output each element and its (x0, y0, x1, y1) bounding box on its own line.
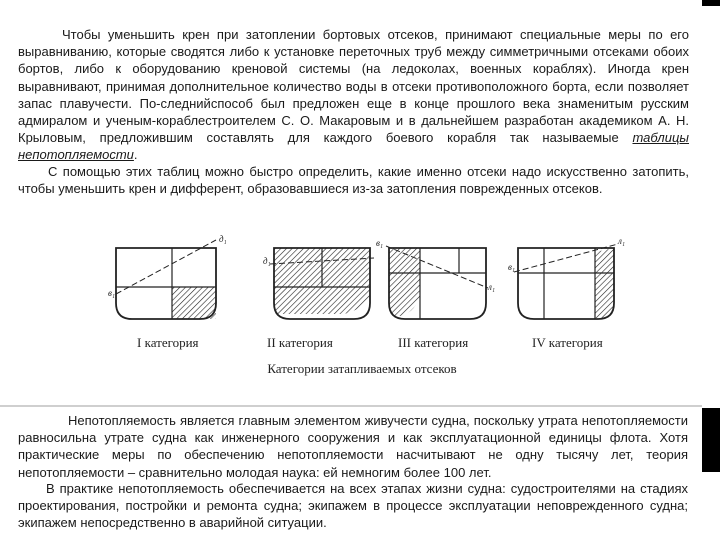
mark-d1-cat2: д₁ (263, 256, 271, 266)
category-3-label: III категория (398, 335, 469, 350)
paragraph-heel-text: Чтобы уменьшить крен при затоплении бортовых отсеков, принимают специальные меры по его выравниванию, которые сводятся либо к установке переточных труб между симметричными отсеками обоих бортов, либо к оборудованию креновой системы (на ледоколах, военных кораблях). Иногда крен выравнивают, принимая дополнительное количество воды в отсеки противоположного борта, если позволяет запас плавучести. По-следнийспособ был предложен еще в конце прошлого века знаменитым русским адмиралом и ученым-кораблестроителем С. О. Макаровым и в дальнейшем разработан академиком А. Н. Крыловым, предложившим составлять для каждого боевого корабля так называемые (18, 27, 689, 146)
figure-caption: Категории затапливаемых отсеков (267, 361, 457, 376)
paragraph-unsinkability-practice: В практике непотопляемость обеспечивается на всех этапах жизни судна: судостроителями на стадиях проектирования, постройки и ремонта судна; экипажем в процессе эксплуатации неповрежденного судна; экипажем непосредственно в аварийной ситуации. (18, 481, 688, 531)
category-4-section (508, 236, 625, 319)
paragraph-heel-measures (18, 26, 689, 164)
mark-b1: в₁ (108, 288, 116, 298)
category-1-label: I категория (137, 335, 199, 350)
top-edge-bar (702, 0, 720, 6)
side-edge-bar (702, 408, 720, 472)
category-3-section (376, 238, 495, 319)
mark-d1: д₁ (219, 234, 227, 244)
unsinkability-tables-link[interactable]: таблицы непотопляемости (18, 130, 689, 163)
paragraph-heel-end: . (133, 147, 138, 163)
compartment-categories-figure (62, 218, 662, 393)
category-1-section (108, 234, 227, 319)
paragraph-tables-usage: С помощью этих таблиц можно быстро определить, какие именно отсеки надо искусственно затопить, чтобы уменьшить крен и дифферент, образовавшиеся из-за затопления поврежденных отсеков. (18, 164, 689, 197)
category-4-label: IV категория (532, 335, 603, 350)
mark-b1-cat4: в₁ (508, 262, 516, 272)
mark-l1-cat3: л₁ (488, 282, 496, 292)
category-2-section (263, 248, 374, 319)
mark-l1-cat4: л₁ (618, 236, 626, 246)
category-2-label: II категория (267, 335, 333, 350)
mark-b1-cat3: в₁ (376, 238, 384, 248)
paragraph-unsinkability-importance: Непотопляемость является главным элементом живучести судна, поскольку утрата непотопляемости равносильна утрате судна как инженерного сооружения и как эксплуатационной единицы флота. Хотя практические меры по обеспечению непотопляемости насчитывают не одну тысячу лет, теория непотопляемости – сравнительно молодая наука: ей немногим более 100 лет. (18, 413, 688, 480)
